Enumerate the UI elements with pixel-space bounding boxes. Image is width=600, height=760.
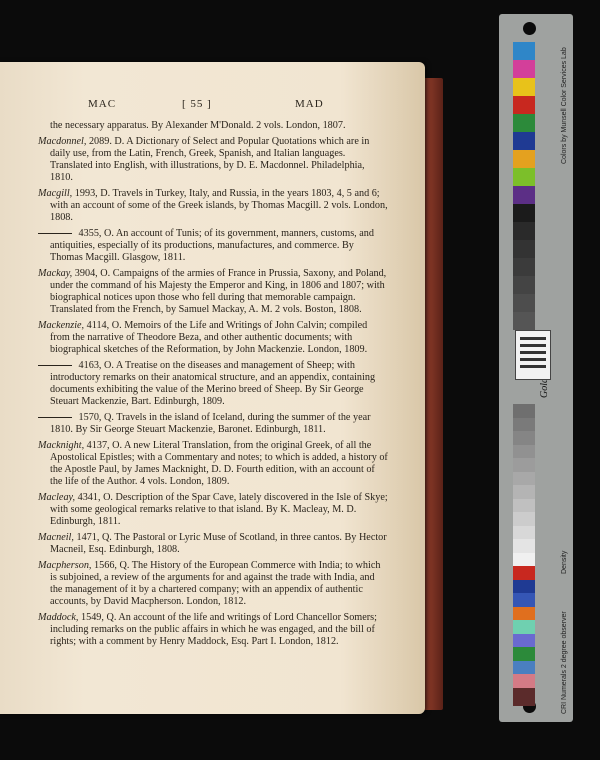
entry-text: 3904, O. Campaigns of the armies of France in Prussia, Saxony, and Poland, under the command of his Majesty the Emperor and King, in 1806 and 1807; with biographical notices upon those who fell during that memorable campaign. Translated from the French, by Samuel Mackay, A. M. 2 vols. Boston, 1808. — [50, 268, 387, 315]
color-swatch — [513, 60, 535, 78]
color-swatch — [513, 186, 535, 204]
author-name: Macgill, — [38, 188, 73, 199]
ditto-dash — [38, 233, 72, 234]
header-page-number: [ 55 ] — [182, 98, 212, 110]
entry-text: 4341, O. Description of the Spar Cave, lately discovered in the Isle of Skye; with some geological remarks relative to that island. By K. Macleay, M. D. Edinburgh, 1811. — [50, 492, 388, 527]
color-swatch — [513, 96, 535, 114]
catalog-entry — [38, 532, 388, 556]
color-swatch — [513, 78, 535, 96]
color-swatch — [513, 312, 535, 330]
entry-text: 1549, Q. An account of the life and writings of Lord Chancellor Somers; including remarks on the public affairs in which he was engaged, and the bill of rights; with a comment by Henry Maddock, Esq. Part I. London, 1812. — [50, 612, 377, 647]
catalog-entry — [38, 228, 388, 264]
color-swatch — [513, 688, 535, 706]
chart-hole-top — [523, 22, 536, 35]
color-swatch — [513, 222, 535, 240]
author-name: Macknight, — [38, 440, 85, 451]
catalog-entry — [38, 492, 388, 528]
author-name: Maddock, — [38, 612, 79, 623]
chart-label-bottom: CRI Numerals 2 degree observer — [561, 611, 568, 714]
color-swatch — [513, 258, 535, 276]
chart-label-top: Colors by Munsell Color Services Lab — [561, 47, 568, 164]
entry-text: 4114, O. Memoirs of the Life and Writings of John Calvin; compiled from the narrative of Theodore Beza, and other authentic documents; with biographical sketches of the Reformation, by John Mackenzie. London, 1809. — [50, 320, 368, 355]
author-name: Macdonnel, — [38, 136, 87, 147]
header-left: MAC — [88, 98, 117, 110]
entry-text: 1471, Q. The Pastoral or Lyric Muse of Scotland, in three cantos. By Hector Macneil, Esq. Edinburgh, 1808. — [50, 532, 387, 555]
color-swatch — [513, 114, 535, 132]
ditto-dash — [38, 417, 72, 418]
author-name: Macleay, — [38, 492, 76, 503]
catalog-entry — [38, 440, 388, 488]
entry-text: the necessary apparatus. By Alexander M'Donald. 2 vols. London, 1807. — [50, 120, 346, 131]
ditto-dash — [38, 365, 72, 366]
author-name: Macneil, — [38, 532, 74, 543]
chart-logo-card — [515, 330, 551, 380]
catalog-entry — [38, 412, 388, 436]
entry-text: 1570, Q. Travels in the island of Iceland, during the summer of the year 1810. By Sir George Steuart Mackenzie, Baronet. Edinburgh, 1811. — [50, 412, 371, 435]
catalog-entry — [38, 320, 388, 356]
catalog-entry — [38, 136, 388, 184]
entry-text: 1993, D. Travels in Turkey, Italy, and Russia, in the years 1803, 4, 5 and 6; with an account of some of the Greek islands, by Thomas Macgill. 2 vols. London, 1808. — [50, 188, 388, 223]
catalog-entry — [38, 560, 388, 608]
color-swatch — [513, 132, 535, 150]
color-swatch — [513, 168, 535, 186]
entry-text: 4163, O. A Treatise on the diseases and management of Sheep; with introductory remarks on their anatomical structure, and an appendix, containing documents exhibiting the value of the Merino breed of Sheep. By Sir George Steuart Mackenzie, Bart. Edinburgh, 1809. — [50, 360, 376, 407]
entry-text: 4137, O. A new Literal Translation, from the original Greek, of all the Apostolical Epistles; with a Commentary and notes; to which is added, a history of the Apostle Paul, by James Macknight, D. D. Fourth edition, with an account of the life of the Author. 4 vols. London, 1809. — [50, 440, 388, 487]
author-name: Macpherson, — [38, 560, 92, 571]
color-swatch — [513, 150, 535, 168]
chart-label-density: Density — [561, 550, 568, 574]
color-swatch — [513, 240, 535, 258]
color-swatch — [513, 204, 535, 222]
catalog-entry — [38, 188, 388, 224]
color-swatch — [513, 276, 535, 294]
catalog-entry — [38, 360, 388, 408]
header-right: MAD — [295, 98, 324, 110]
catalog-entry — [38, 612, 388, 648]
entry-text: 4355, O. An account of Tunis; of its government, manners, customs, and antiquities, especially of its productions, manufactures, and commerce. By Thomas Macgill. Glasgow, 1811. — [50, 228, 374, 263]
author-name: Mackenzie, — [38, 320, 85, 331]
color-swatch — [513, 294, 535, 312]
entry-text: 1566, Q. The History of the European Commerce with India; to which is subjoined, a review of the arguments for and against the trade with India, and the management of it by a chartered company; with an appendix of authentic accounts, by David Macpherson. London, 1812. — [50, 560, 381, 607]
catalog-entries — [38, 120, 388, 652]
entry-text: 2089. D. A Dictionary of Select and Popular Quotations which are in daily use, from the Latin, French, Greek, Spanish, and Italian languages. Translated into English, with illustrations, by D. E. Macdonnel. Philadelphia, 1810. — [50, 136, 370, 183]
chart-brand-label: Golden — [539, 368, 550, 398]
color-swatch — [513, 42, 535, 60]
running-header — [0, 98, 425, 112]
catalog-entry — [38, 268, 388, 316]
catalog-entry — [38, 120, 388, 132]
author-name: Mackay, — [38, 268, 73, 279]
